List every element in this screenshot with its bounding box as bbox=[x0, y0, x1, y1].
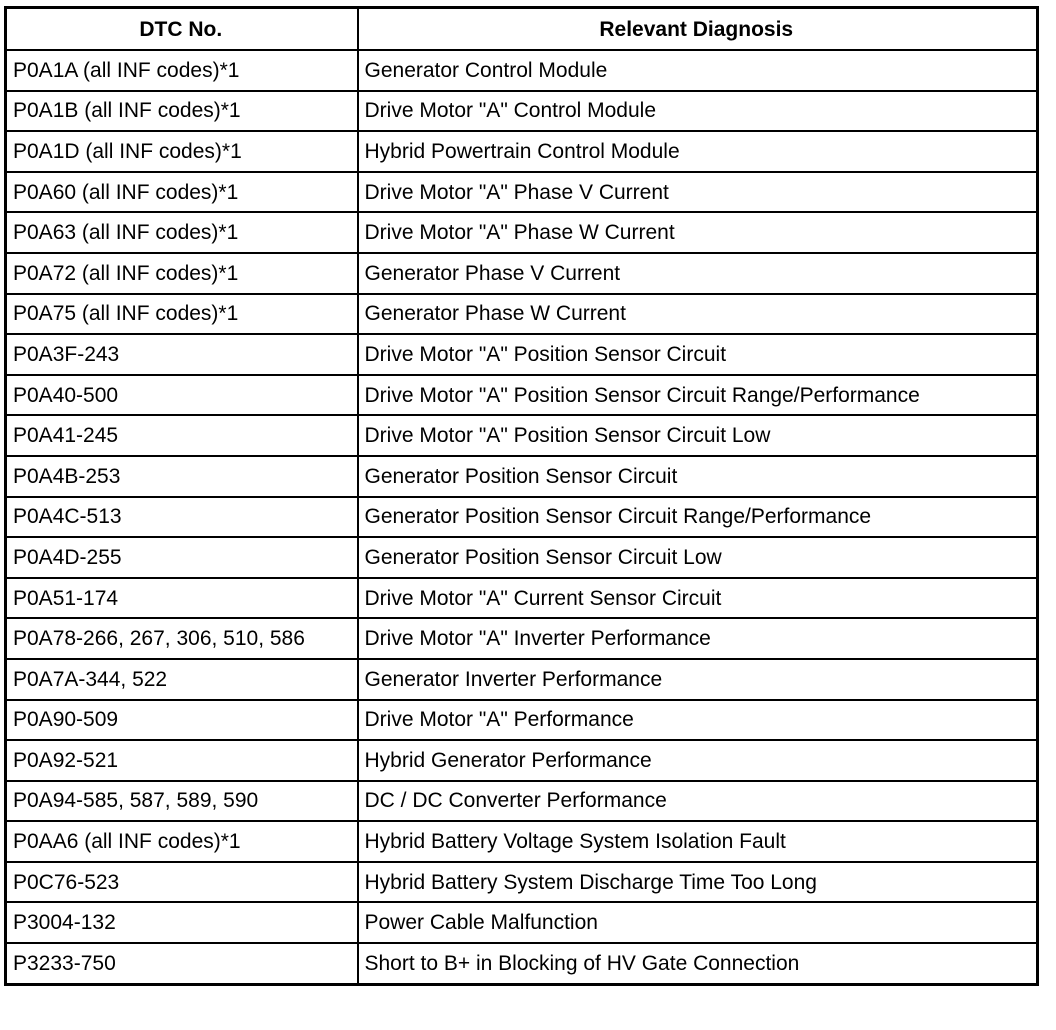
dtc-code-cell: P0AA6 (all INF codes)*1 bbox=[6, 821, 358, 862]
dtc-code-cell: P0A90-509 bbox=[6, 700, 358, 741]
dtc-code-cell: P0A94-585, 587, 589, 590 bbox=[6, 781, 358, 822]
table-row bbox=[6, 578, 1038, 619]
diagnosis-cell: Hybrid Powertrain Control Module bbox=[358, 131, 1038, 172]
dtc-code-cell: P0A3F-243 bbox=[6, 334, 358, 375]
table-row bbox=[6, 618, 1038, 659]
diagnosis-cell: Hybrid Battery System Discharge Time Too Long bbox=[358, 862, 1038, 903]
table-row bbox=[6, 131, 1038, 172]
dtc-code-cell: P0A60 (all INF codes)*1 bbox=[6, 172, 358, 213]
diagnosis-cell: Hybrid Generator Performance bbox=[358, 740, 1038, 781]
dtc-code-cell: P0A4B-253 bbox=[6, 456, 358, 497]
diagnosis-cell: Generator Phase V Current bbox=[358, 253, 1038, 294]
dtc-code-cell: P0A4D-255 bbox=[6, 537, 358, 578]
diagnosis-cell: Short to B+ in Blocking of HV Gate Connection bbox=[358, 943, 1038, 984]
diagnosis-cell: Drive Motor "A" Position Sensor Circuit Low bbox=[358, 415, 1038, 456]
dtc-code-cell: P0A1A (all INF codes)*1 bbox=[6, 50, 358, 91]
table-row bbox=[6, 862, 1038, 903]
diagnosis-cell: Generator Phase W Current bbox=[358, 294, 1038, 335]
table-row bbox=[6, 172, 1038, 213]
diagnosis-cell: Drive Motor "A" Inverter Performance bbox=[358, 618, 1038, 659]
dtc-code-cell: P0A72 (all INF codes)*1 bbox=[6, 253, 358, 294]
dtc-code-cell: P0A1B (all INF codes)*1 bbox=[6, 91, 358, 132]
diagnosis-cell: Drive Motor "A" Phase W Current bbox=[358, 212, 1038, 253]
dtc-code-cell: P0A63 (all INF codes)*1 bbox=[6, 212, 358, 253]
table-row bbox=[6, 91, 1038, 132]
dtc-code-cell: P0A1D (all INF codes)*1 bbox=[6, 131, 358, 172]
diagnosis-cell: Generator Position Sensor Circuit bbox=[358, 456, 1038, 497]
dtc-code-cell: P0C76-523 bbox=[6, 862, 358, 903]
dtc-code-cell: P0A4C-513 bbox=[6, 497, 358, 538]
table-row bbox=[6, 375, 1038, 416]
diagnosis-cell: Drive Motor "A" Control Module bbox=[358, 91, 1038, 132]
dtc-table bbox=[4, 6, 1039, 986]
diagnosis-cell: Hybrid Battery Voltage System Isolation Fault bbox=[358, 821, 1038, 862]
dtc-code-cell: P3233-750 bbox=[6, 943, 358, 984]
table-row bbox=[6, 294, 1038, 335]
diagnosis-cell: Generator Position Sensor Circuit Range/Performance bbox=[358, 497, 1038, 538]
dtc-code-cell: P0A92-521 bbox=[6, 740, 358, 781]
diagnosis-cell: Drive Motor "A" Current Sensor Circuit bbox=[358, 578, 1038, 619]
table-row bbox=[6, 212, 1038, 253]
table-row bbox=[6, 415, 1038, 456]
table-row bbox=[6, 334, 1038, 375]
dtc-code-cell: P0A41-245 bbox=[6, 415, 358, 456]
table-row bbox=[6, 497, 1038, 538]
table-row bbox=[6, 50, 1038, 91]
header-dtc-no: DTC No. bbox=[6, 8, 358, 51]
dtc-code-cell: P0A51-174 bbox=[6, 578, 358, 619]
table-header-row bbox=[6, 8, 1038, 51]
dtc-code-cell: P0A40-500 bbox=[6, 375, 358, 416]
header-relevant-diagnosis: Relevant Diagnosis bbox=[358, 8, 1038, 51]
diagnosis-cell: Drive Motor "A" Position Sensor Circuit bbox=[358, 334, 1038, 375]
diagnosis-cell: DC / DC Converter Performance bbox=[358, 781, 1038, 822]
table-body bbox=[6, 50, 1038, 984]
dtc-code-cell: P3004-132 bbox=[6, 902, 358, 943]
dtc-code-cell: P0A78-266, 267, 306, 510, 586 bbox=[6, 618, 358, 659]
diagnosis-cell: Drive Motor "A" Position Sensor Circuit Range/Performance bbox=[358, 375, 1038, 416]
diagnosis-cell: Drive Motor "A" Phase V Current bbox=[358, 172, 1038, 213]
table-row bbox=[6, 943, 1038, 984]
diagnosis-cell: Drive Motor "A" Performance bbox=[358, 700, 1038, 741]
diagnosis-cell: Power Cable Malfunction bbox=[358, 902, 1038, 943]
table-row bbox=[6, 456, 1038, 497]
table-row bbox=[6, 781, 1038, 822]
dtc-code-cell: P0A75 (all INF codes)*1 bbox=[6, 294, 358, 335]
table-row bbox=[6, 700, 1038, 741]
table-row bbox=[6, 253, 1038, 294]
table-row bbox=[6, 821, 1038, 862]
diagnosis-cell: Generator Inverter Performance bbox=[358, 659, 1038, 700]
dtc-code-cell: P0A7A-344, 522 bbox=[6, 659, 358, 700]
diagnosis-cell: Generator Position Sensor Circuit Low bbox=[358, 537, 1038, 578]
table-row bbox=[6, 659, 1038, 700]
table-row bbox=[6, 902, 1038, 943]
table-row bbox=[6, 537, 1038, 578]
table-row bbox=[6, 740, 1038, 781]
diagnosis-cell: Generator Control Module bbox=[358, 50, 1038, 91]
